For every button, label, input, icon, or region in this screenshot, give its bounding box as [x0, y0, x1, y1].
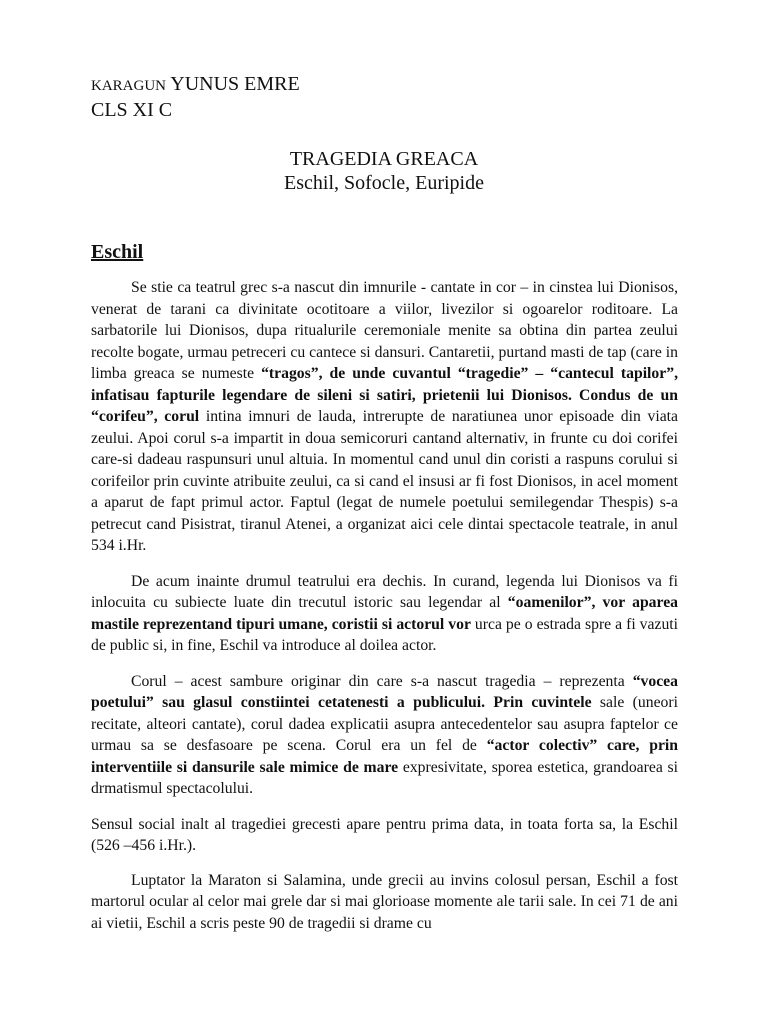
paragraph-chorus — [91, 671, 678, 800]
paragraph-text: intina imnuri de lauda, intrerupte de naratiunea unor episoade din viata zeului. Apoi corul s-a impartit in doua semicoruri cantand alternativ, in frunte cu doi corifei care-si dadeau raspunsuri unul altuia. In momentul cand unul din coristi a raspuns corului si corifeilor prin cuvinte atribuite zeului, ca si cand el insusi ar fi fost Dionisos, in acel moment a aparut de fapt primul actor. Faptul (legat de numele poetului semilegendar Thespis) s-a petrecut cand Pisistrat, tiranul Atenei, a organizat aici cele dintai spectacole teatrale, in anul 534 i.Hr. — [91, 408, 678, 554]
paragraph-text: sale (uneori recitate, alteori cantate), corul dadea explicatii asupra antecedentelor sau asupra faptelor ce urmau sa se desfasoare pe scena. Corul era un fel de — [91, 694, 678, 754]
paragraph-text: expresivitate, sporea estetica, grandoarea si drmatismul spectacolului. — [91, 758, 679, 797]
section-heading-eschil: Eschil — [91, 241, 144, 263]
document-header — [91, 72, 300, 122]
author-given-name: YUNUS EMRE — [170, 73, 300, 95]
paragraph-text: De acum inainte drumul teatrului era dechis. In curand, legenda lui Dionisos va fi inlocuita cu subiecte luate din trecutul istoric sau legendar al — [91, 572, 678, 611]
paragraph-text: urca pe o estrada spre a fi vazuti de public si, in fine, Eschil va introduce al doilea actor. — [91, 615, 679, 654]
author-name — [91, 72, 300, 98]
document-subtitle: Eschil, Sofocle, Euripide — [284, 172, 484, 194]
author-surname: KARAGUN — [91, 78, 166, 94]
document-body — [91, 277, 678, 948]
paragraph-bold-text: “actor colectiv” care, prin interventiile si dansurile sale mimice de mare — [91, 737, 678, 776]
paragraph-eschil-life: Luptator la Maraton si Salamina, unde grecii au invins colosul persan, Eschil a fost martorul ocular al celor mai grele dar si mai glorioase momente ale tarii sale. In cei 71 de ani ai vietii, Eschil a scris peste 90 de tragedii si drame cu — [91, 871, 678, 932]
paragraph-text: Se stie ca teatrul grec s-a nascut din imnurile - cantate in cor – in cinstea lui Dionisos, venerat de tarani ca divinitate ocotitoare a viilor, livezilor si ogoarelor roditoare. La sarbatorile lui Dionisos, dupa ritualurile ceremoniale menite sa obtina din partea zeului recolte bogate, urmau petreceri cu cantece si dansuri. Cantaretii, purtand masti de tap (care in limba greaca se numeste — [91, 279, 678, 382]
paragraph-bold-text: “tragos”, de unde cuvantul “tragedie” – “cantecul tapilor”, infatisau fapturile legendare de sileni si satiri, prietenii lui Dionisos. Condus de un “corifeu”, corul — [91, 365, 678, 425]
paragraph-social-sense: Sensul social inalt al tragediei grecesti apare pentru prima data, in toata forta sa, la Eschil (526 –456 i.Hr.). — [91, 815, 678, 854]
document-title: TRAGEDIA GREACA — [289, 148, 479, 170]
paragraph-theatre-path — [91, 571, 678, 657]
paragraph-origins — [91, 277, 678, 557]
title-block — [91, 147, 677, 195]
paragraph-bold-text: “vocea poetului” sau glasul constiintei cetatenesti a publicului. Prin cuvintele — [91, 672, 678, 711]
class-label: CLS XI C — [91, 99, 173, 121]
paragraph-bold-text: “oamenilor”, vor aparea mastile reprezentand tipuri umane, coristii si actorul vor — [91, 594, 678, 633]
paragraph-text: Corul – acest sambure originar din care s-a nascut tragedia – reprezenta — [131, 672, 633, 690]
